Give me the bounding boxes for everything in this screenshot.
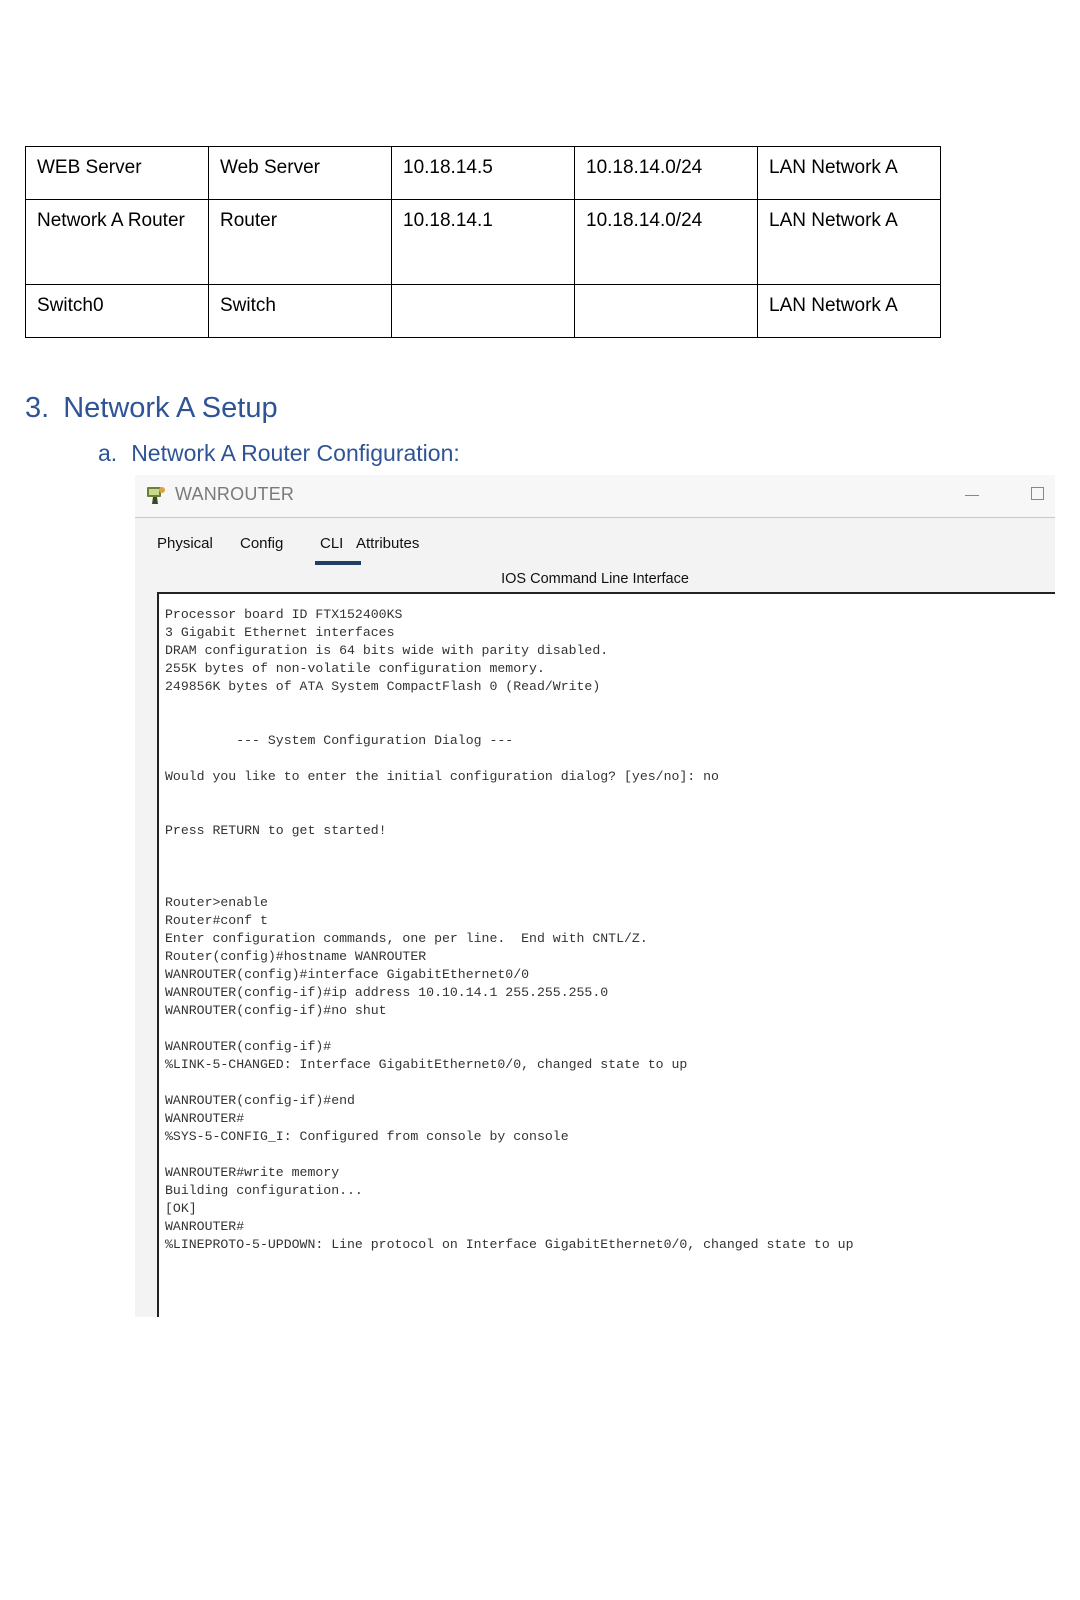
terminal-line: 249856K bytes of ATA System CompactFlash 0 (Read/Write) [165,679,601,694]
table-cell: Network A Router [26,200,209,285]
section-title: Network A Setup [63,392,278,424]
table-cell: Router [209,200,392,285]
terminal-line: [OK] [165,1201,197,1216]
terminal-line: WANROUTER(config-if)#no shut [165,1003,387,1018]
table-cell [392,285,575,338]
tab-attributes[interactable]: Attributes [356,535,420,552]
table-cell: Switch [209,285,392,338]
table-cell: LAN Network A [758,285,941,338]
terminal-line: WANROUTER#write memory [165,1165,340,1180]
terminal-line [165,858,854,876]
terminal-line [165,696,854,714]
table-cell: LAN Network A [758,200,941,285]
table-cell: 10.18.14.0/24 [575,200,758,285]
terminal-line: 3 Gigabit Ethernet interfaces [165,625,395,640]
terminal-line: WANROUTER# [165,1111,245,1126]
terminal-line [165,1020,854,1038]
terminal-line [165,804,854,822]
table-row [26,200,941,285]
active-tab-indicator [315,561,361,565]
window-title: WANROUTER [175,484,295,504]
terminal-line: Building configuration... [165,1183,363,1198]
terminal-output [165,606,854,1254]
terminal-line [165,840,854,858]
table-row [26,147,941,200]
terminal-line: %SYS-5-CONFIG_I: Configured from console by console [165,1129,569,1144]
terminal-line: Processor board ID FTX152400KS [165,607,403,622]
terminal-line [165,786,854,804]
terminal-line: WANROUTER(config-if)#end [165,1093,355,1108]
tab-config[interactable]: Config [240,535,284,552]
terminal-line: Press RETURN to get started! [165,823,387,838]
terminal-line: %LINEPROTO-5-UPDOWN: Line protocol on Interface GigabitEthernet0/0, changed state to up [165,1237,854,1252]
clipped-text-line [165,592,785,599]
terminal-line [165,714,854,732]
terminal-line: WANROUTER# [165,1219,245,1234]
table-cell [575,285,758,338]
router-app-icon [145,484,167,506]
tab-bar [147,521,1055,565]
table-cell: Switch0 [26,285,209,338]
terminal-line [165,750,854,768]
tab-physical[interactable]: Physical [157,535,213,552]
terminal-line: DRAM configuration is 64 bits wide with parity disabled. [165,643,609,658]
subsection-heading [98,440,460,467]
terminal-line: Router>enable [165,895,268,910]
table-cell: Web Server [209,147,392,200]
cli-title: IOS Command Line Interface [501,571,689,587]
terminal-line: WANROUTER(config-if)# [165,1039,332,1054]
table-cell: 10.18.14.0/24 [575,147,758,200]
tab-cli[interactable]: CLI [320,535,344,552]
subsection-number: a. [98,440,118,466]
terminal-line: WANROUTER(config)#interface GigabitEthernet0/0 [165,967,530,982]
table-cell: 10.18.14.5 [392,147,575,200]
terminal-line [165,1074,854,1092]
section-number: 3. [25,392,50,424]
device-table [25,146,941,338]
terminal-line: Would you like to enter the initial configuration dialog? [yes/no]: no [165,769,719,784]
terminal-line: --- System Configuration Dialog --- [165,733,514,748]
maximize-icon[interactable] [1031,487,1044,500]
terminal-line: %LINK-5-CHANGED: Interface GigabitEthernet0/0, changed state to up [165,1057,688,1072]
cli-terminal[interactable] [157,592,1055,1317]
table-cell: 10.18.14.1 [392,200,575,285]
terminal-line: 255K bytes of non-volatile configuration memory. [165,661,545,676]
section-heading [25,392,278,425]
table-row [26,285,941,338]
table-cell: WEB Server [26,147,209,200]
terminal-line [165,876,854,894]
terminal-line: Enter configuration commands, one per line. End with CNTL/Z. [165,931,648,946]
terminal-line: WANROUTER(config-if)#ip address 10.10.14.1 255.255.255.0 [165,985,609,1000]
window-titlebar [135,475,1055,518]
router-window-screenshot [135,475,1055,1317]
minimize-icon[interactable] [965,495,979,496]
subsection-title: Network A Router Configuration: [131,440,460,466]
terminal-line: Router#conf t [165,913,268,928]
terminal-line: Router(config)#hostname WANROUTER [165,949,427,964]
table-cell: LAN Network A [758,147,941,200]
terminal-line [165,1146,854,1164]
